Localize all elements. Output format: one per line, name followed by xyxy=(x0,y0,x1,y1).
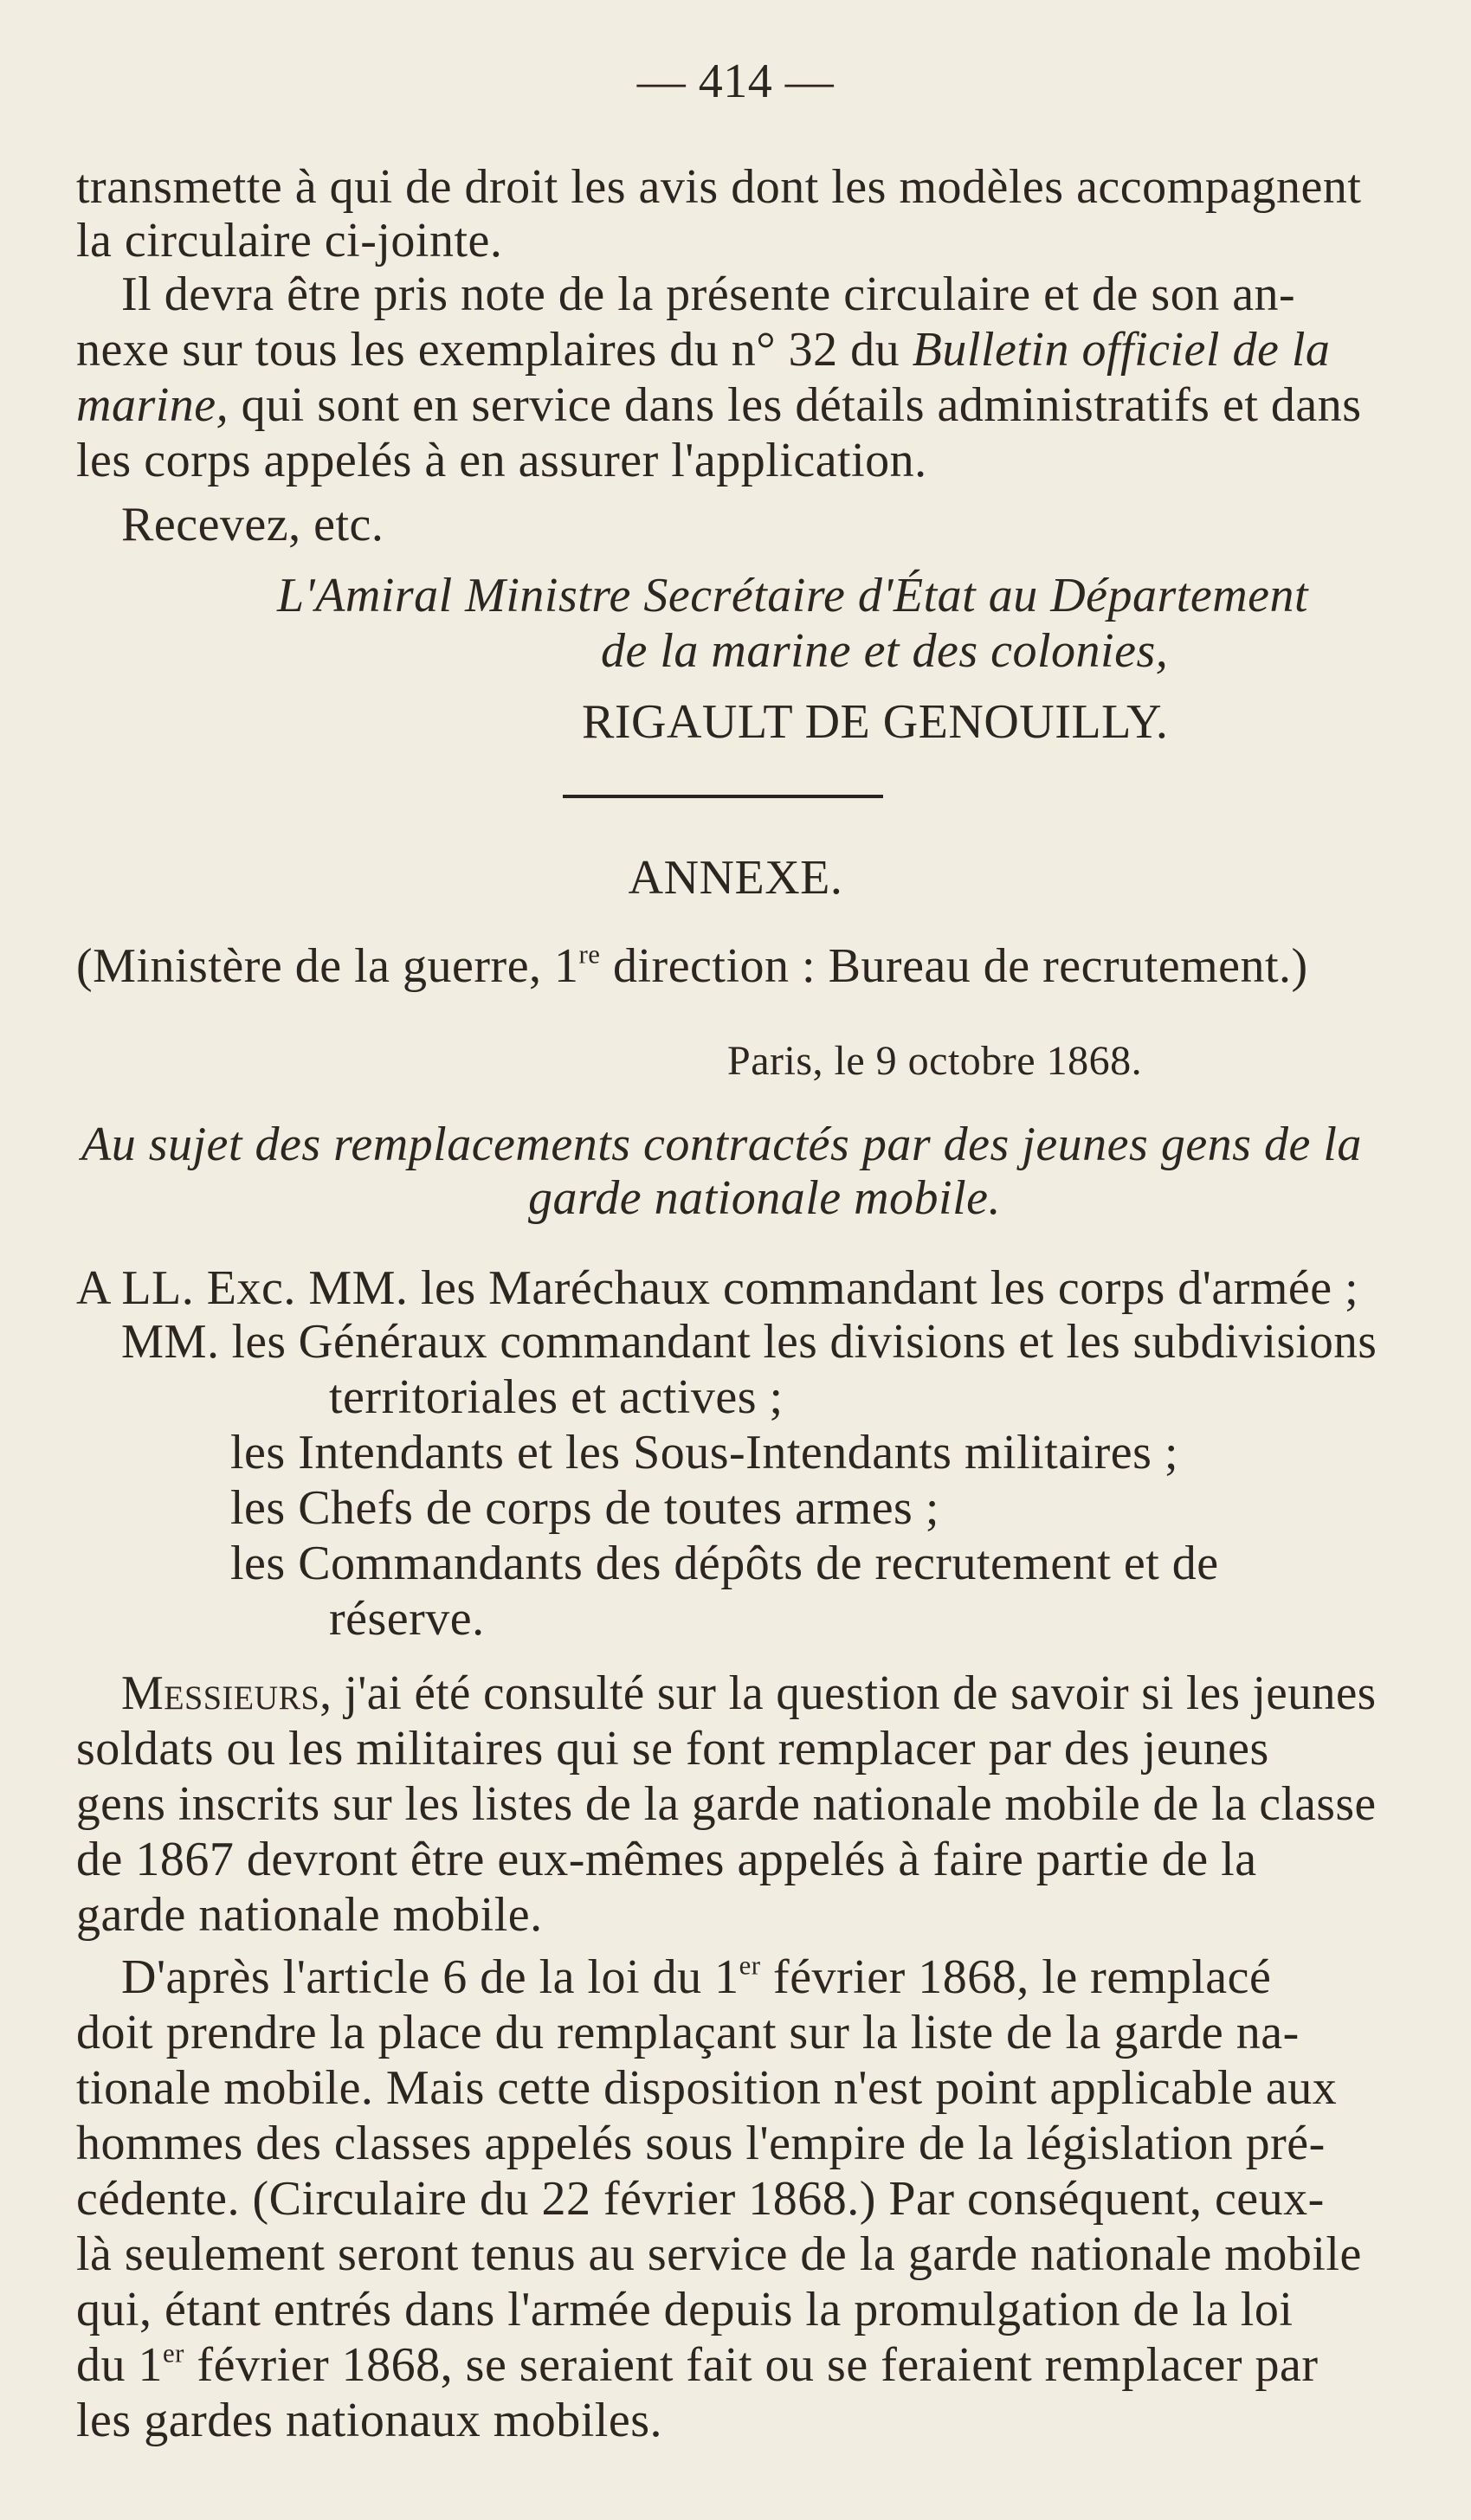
body-line: garde nationale mobile. xyxy=(76,1888,543,1942)
addressee-line: MM. les Généraux commandant les divisions et les subdivisions xyxy=(121,1315,1377,1369)
addressee-line: les Chefs de corps de toutes armes ; xyxy=(230,1481,939,1535)
body-line: hommes des classes appelés sous l'empire de la législation pré- xyxy=(76,2117,1326,2170)
annex-subject: garde nationale mobile. xyxy=(528,1171,1002,1225)
superscript: er xyxy=(739,1950,761,1981)
body-line: soldats ou les militaires qui se font remplacer par des jeunes xyxy=(76,1722,1269,1776)
salutation: Messieurs, xyxy=(121,1666,332,1720)
text-run: nexe sur tous les exemplaires du n° 32 du xyxy=(76,323,913,377)
text-run: du 1 xyxy=(76,2338,163,2392)
superscript: er xyxy=(163,2338,184,2369)
text-run: direction : Bureau de recrutement.) xyxy=(600,939,1308,993)
text-run: février 1868, le remplacé xyxy=(760,1950,1272,2004)
body-line: cédente. (Circulaire du 22 février 1868.) Par conséquent, ceux- xyxy=(76,2172,1325,2226)
bulletin-title-cont: marine, xyxy=(76,378,229,432)
text-run: (Ministère de la guerre, 1 xyxy=(76,939,579,993)
addressee-line: A LL. Exc. MM. les Maréchaux commandant les corps d'armée ; xyxy=(76,1261,1359,1315)
body-line: tionale mobile. Mais cette disposition n'est point applicable aux xyxy=(76,2061,1338,2115)
signature-title: L'Amiral Ministre Secrétaire d'État au Département xyxy=(277,569,1309,622)
body-line: doit prendre la place du remplaçant sur la liste de la garde na- xyxy=(76,2006,1300,2059)
bulletin-title: Bulletin officiel de la xyxy=(912,323,1331,377)
addressee-line: réserve. xyxy=(329,1592,485,1646)
addressee-line: les Commandants des dépôts de recrutement et de xyxy=(230,1537,1219,1590)
signature-title: de la marine et des colonies, xyxy=(601,624,1169,678)
text-run: février 1868, se seraient fait ou se feraient remplacer par xyxy=(184,2338,1319,2392)
body-line xyxy=(121,1950,1271,2005)
body-line: gens inscrits sur les listes de la garde nationale mobile de la classe xyxy=(76,1777,1377,1831)
body-line: qui, étant entrés dans l'armée depuis la promulgation de la loi xyxy=(76,2283,1294,2336)
paragraph-line xyxy=(76,322,1330,377)
body-line: les gardes nationaux mobiles. xyxy=(76,2394,663,2447)
text-run: j'ai été consulté sur la question de savoir si les jeunes xyxy=(332,1666,1377,1720)
paragraph-line xyxy=(76,377,1362,433)
addressee-line: territoriales et actives ; xyxy=(329,1370,784,1424)
paragraph-line: Il devra être pris note de la présente circulaire et de son an- xyxy=(121,267,1296,321)
intro-line: transmette à qui de droit les avis dont les modèles accompagnent xyxy=(76,160,1362,214)
section-divider xyxy=(563,795,883,798)
text-run: qui sont en service dans les détails administratifs et dans xyxy=(229,378,1362,432)
body-line: là seulement seront tenus au service de la garde nationale mobile xyxy=(76,2227,1362,2281)
superscript: re xyxy=(578,939,601,970)
closing-formula: Recevez, etc. xyxy=(121,498,384,551)
page-number: — 414 — xyxy=(636,55,835,108)
body-line xyxy=(76,2337,1319,2393)
annex-ministry xyxy=(76,938,1308,994)
annex-subject: Au sujet des remplacements contractés par des jeunes gens de la xyxy=(81,1118,1362,1171)
intro-line: la circulaire ci-jointe. xyxy=(76,214,503,267)
text-run: D'après l'article 6 de la loi du 1 xyxy=(121,1950,739,2004)
annex-heading: ANNEXE. xyxy=(628,851,843,905)
addressee-line: les Intendants et les Sous-Intendants militaires ; xyxy=(230,1426,1179,1479)
body-line: de 1867 devront être eux-mêmes appelés à faire partie de la xyxy=(76,1833,1257,1886)
signature-name: RIGAULT DE GENOUILLY. xyxy=(582,695,1169,749)
annex-date: Paris, le 9 octobre 1868. xyxy=(727,1038,1143,1084)
body-line xyxy=(121,1666,1377,1721)
paragraph-line: les corps appelés à en assurer l'application. xyxy=(76,434,927,487)
